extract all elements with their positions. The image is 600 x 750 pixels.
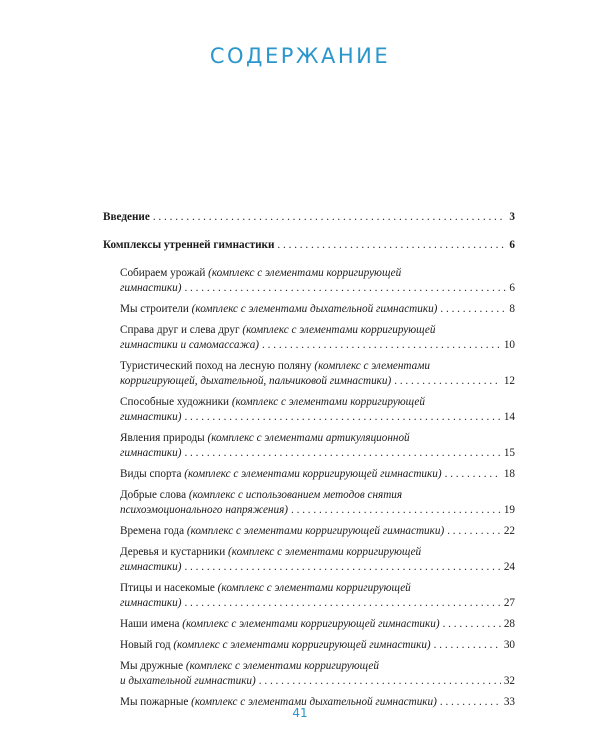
dot-leader bbox=[153, 210, 507, 225]
toc-entry-title: Добрые слова bbox=[120, 489, 187, 501]
toc-entry[interactable] bbox=[103, 323, 515, 353]
dot-leader bbox=[184, 596, 500, 611]
toc-entry-title: Наши имена bbox=[120, 618, 180, 630]
toc-entry-description: (комплекс с элементами корригирующей bbox=[208, 267, 402, 279]
toc-page-number: 12 bbox=[503, 375, 515, 387]
toc-page-number: 3 bbox=[509, 211, 515, 223]
toc-entry[interactable] bbox=[103, 488, 515, 518]
toc-entry[interactable] bbox=[103, 395, 515, 425]
toc-entry-title: Способные художники bbox=[120, 396, 230, 408]
dot-leader bbox=[184, 560, 500, 575]
toc-entry-description: (комплекс с элементами корригирующей гимнастики) bbox=[182, 618, 440, 630]
toc-entry-title: Собираем урожай bbox=[120, 267, 206, 279]
toc-entry-description-cont: гимнастики) bbox=[120, 561, 182, 573]
toc-page-number: 24 bbox=[503, 561, 515, 573]
toc-entry-intro[interactable] bbox=[103, 210, 515, 225]
toc-page-number: 33 bbox=[503, 696, 515, 708]
toc-entry[interactable] bbox=[103, 467, 515, 482]
toc-entry-title: Справа друг и слева друг bbox=[120, 324, 240, 336]
toc-entry-description-cont: гимнастики) bbox=[120, 282, 182, 294]
toc-page-number: 15 bbox=[503, 447, 515, 459]
dot-leader bbox=[440, 302, 506, 317]
toc-page-number: 27 bbox=[503, 597, 515, 609]
toc-entry-description: (комплекс с элементами bbox=[314, 360, 430, 372]
toc-entry[interactable] bbox=[103, 638, 515, 653]
toc-page-number: 10 bbox=[503, 339, 515, 351]
toc-entry-title: Новый год bbox=[120, 639, 171, 651]
toc-entry[interactable] bbox=[103, 545, 515, 575]
toc-page-number: 8 bbox=[509, 303, 515, 315]
toc-entry-description-cont: психоэмоционального напряжения) bbox=[120, 504, 288, 516]
toc-page-number: 22 bbox=[503, 525, 515, 537]
page-title: СОДЕРЖАНИЕ bbox=[209, 44, 391, 68]
dot-leader bbox=[447, 524, 501, 539]
toc-entry[interactable] bbox=[103, 659, 515, 689]
dot-leader bbox=[291, 503, 501, 518]
toc-entry-title: Мы строители bbox=[120, 303, 189, 315]
toc-page-number: 18 bbox=[503, 468, 515, 480]
toc-entry[interactable] bbox=[103, 524, 515, 539]
toc-entry-section[interactable] bbox=[103, 238, 515, 253]
dot-leader bbox=[259, 674, 501, 689]
toc-entry-description: (комплекс с элементами корригирующей гимнастики) bbox=[186, 525, 445, 537]
page-number: 41 bbox=[292, 706, 308, 720]
toc-entry-title: Виды спорта bbox=[120, 468, 182, 480]
toc-entry-title: Комплексы утренней гимнастики bbox=[103, 239, 275, 251]
toc-entry-description: (комплекс с элементами корригирующей гимнастики) bbox=[184, 468, 442, 480]
dot-leader bbox=[184, 446, 500, 461]
toc-entry-description: (комплекс с элементами корригирующей bbox=[228, 546, 422, 558]
toc-entry-description-cont: корригирующей, дыхательной, пальчиковой гимнастики) bbox=[120, 375, 392, 387]
toc-entry-title: Мы дружные bbox=[120, 660, 184, 672]
toc-entry-title: Деревья и кустарники bbox=[120, 546, 226, 558]
toc-entry[interactable] bbox=[103, 431, 515, 461]
toc-entry-title: Мы пожарные bbox=[120, 696, 189, 708]
toc-entry-title: Туристический поход на лесную поляну bbox=[120, 360, 312, 372]
toc-entry[interactable] bbox=[103, 617, 515, 632]
toc-entry-title: Введение bbox=[103, 211, 150, 223]
toc-page-number: 30 bbox=[503, 639, 515, 651]
toc-entry-description: (комплекс с элементами корригирующей bbox=[185, 660, 379, 672]
toc-entry-description: (комплекс с элементами дыхательной гимнастики) bbox=[191, 696, 437, 708]
toc-entry-title: Явления природы bbox=[120, 432, 205, 444]
dot-leader bbox=[184, 410, 500, 425]
table-of-contents bbox=[103, 210, 515, 716]
toc-entry-description: (комплекс с элементами артикуляционной bbox=[207, 432, 410, 444]
dot-leader bbox=[443, 617, 501, 632]
toc-page-number: 6 bbox=[509, 239, 515, 251]
dot-leader bbox=[184, 281, 506, 296]
dot-leader bbox=[394, 374, 501, 389]
toc-entry[interactable] bbox=[103, 359, 515, 389]
toc-entry[interactable] bbox=[103, 266, 515, 296]
toc-entry-description-cont: гимнастики) bbox=[120, 447, 182, 459]
toc-page-number: 6 bbox=[509, 282, 515, 294]
toc-page-number: 28 bbox=[503, 618, 515, 630]
toc-entry-description-cont: и дыхательной гимнастики) bbox=[120, 675, 256, 687]
toc-entry-description: (комплекс с использованием методов снятия bbox=[188, 489, 403, 501]
toc-entry-title: Птицы и насекомые bbox=[120, 582, 215, 594]
toc-entry-description: (комплекс с элементами корригирующей bbox=[231, 396, 425, 408]
toc-entry-description-cont: гимнастики и самомассажа) bbox=[120, 339, 260, 351]
dot-leader bbox=[445, 467, 501, 482]
dot-leader bbox=[277, 238, 506, 253]
toc-entry-description-cont: гимнастики) bbox=[120, 411, 182, 423]
toc-entry[interactable] bbox=[103, 302, 515, 317]
toc-entry-description: (комплекс с элементами дыхательной гимнастики) bbox=[191, 303, 438, 315]
toc-entry-description: (комплекс с элементами корригирующей bbox=[217, 582, 411, 594]
toc-page-number: 32 bbox=[503, 675, 515, 687]
toc-page-number: 19 bbox=[503, 504, 515, 516]
dot-leader bbox=[434, 638, 501, 653]
toc-page-number: 14 bbox=[503, 411, 515, 423]
toc-entry-description-cont: гимнастики) bbox=[120, 597, 182, 609]
toc-entry-title: Времена года bbox=[120, 525, 185, 537]
toc-entry-description: (комплекс с элементами корригирующей bbox=[242, 324, 436, 336]
toc-entry-description: (комплекс с элементами корригирующей гимнастики) bbox=[173, 639, 431, 651]
toc-entry[interactable] bbox=[103, 581, 515, 611]
dot-leader bbox=[262, 338, 501, 353]
